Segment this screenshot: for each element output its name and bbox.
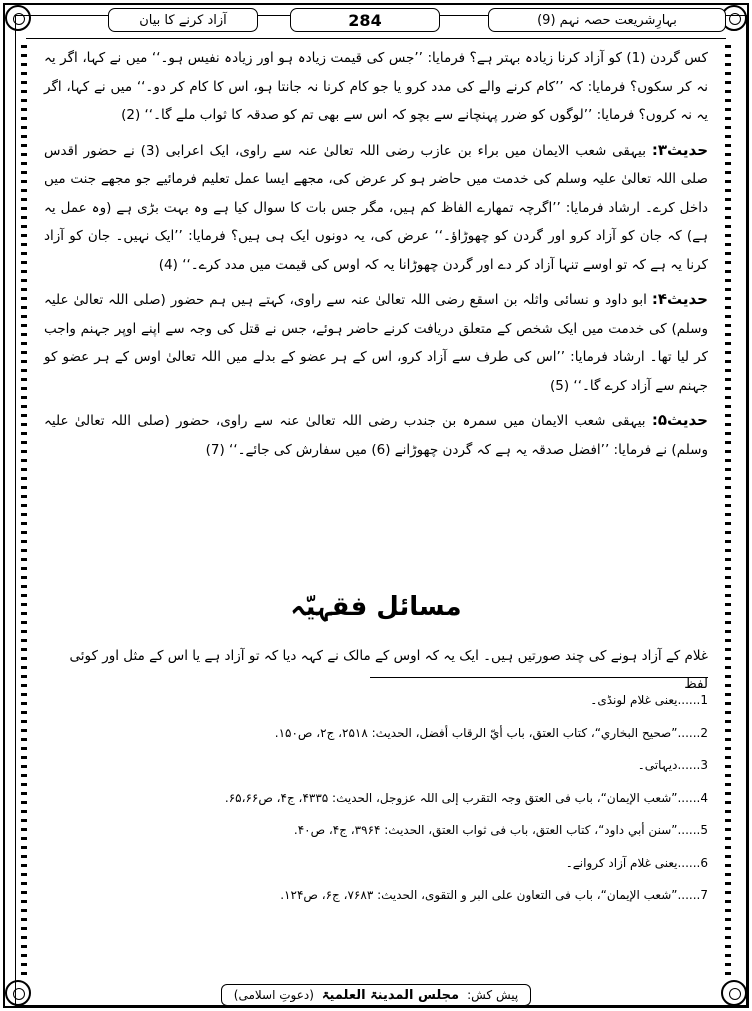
intro-text: غلام کے آزاد ہونے کی چند صورتیں ہیں۔ ایک یہ کہ اوس کے مالک نے کہہ دیا کہ تو آزاد ہے یا اس کے مثل اور کوئی لفظ xyxy=(69,648,708,692)
footnote-rule xyxy=(370,677,708,678)
side-ornament xyxy=(21,45,27,975)
side-ornament xyxy=(725,45,731,975)
hadith-4-text: ابو داود و نسائی واثلہ بن اسقع رضی اللہ تعالیٰ عنہ سے راوی، کہتے ہیں ہم حضور (صلی اللہ تعالیٰ علیہ وسلم) کی خدمت میں ایک شخص کے متعلق دریافت کرنے حاضر ہوئے، جس نے قتل کی وجہ سے اپنے اوپر جہنم واجب کر لیا تھا۔ ارشاد فرمایا: ’’اس کی طرف سے آزاد کرو، اس کے ہر عضو کے بدلے میں اللہ تعالیٰ اوس کے ہر عضو کو جہنم سے آزاد کرے گا۔‘‘ (5) xyxy=(44,292,708,394)
page-header xyxy=(26,8,726,32)
hadith-3-label: حدیث۳: xyxy=(651,140,709,159)
footer-note: (دعوتِ اسلامی) xyxy=(233,988,314,1002)
hadith-5-text: بیہقی شعب الایمان میں سمرہ بن جندب رضی اللہ تعالیٰ عنہ سے راوی، حضور (صلی اللہ تعالیٰ علیہ وسلم) نے فرمایا: ’’افضل صدقہ یہ ہے کہ گردن چھوڑانے (6) میں سفارش کی جائے۔‘‘ (7) xyxy=(44,413,708,458)
hadith-3 xyxy=(44,136,708,280)
hadith-3-text: بیہقی شعب الایمان میں براء بن عازب رضی اللہ تعالیٰ عنہ سے راوی، ایک اعرابی (3) نے حضور اقدس صلی اللہ تعالیٰ علیہ وسلم کی خدمت میں حاضر ہو کر عرض کی، مجھے ایسا عمل تعلیم فرمائیے جو مجھے جنت میں داخل کرے۔ ارشاد فرمایا: ’’اگرچہ تمھارے الفاظ کم ہیں، مگر جس بات کا سوال کیا ہے وہ بہت بڑی ہے (وہ عمل یہ ہے) کہ جان کو آزاد کرو اور گردن کو چھوڑاؤ۔‘‘ عرض کی، یہ دونوں ایک ہی ہیں؟ فرمایا: ’’ایک نہیں۔ جان کو آزاد کرنا یہ ہے کہ تو اوسے تنہا آزاد کر دے اور گردن چھوڑانا یہ کہ اوس کی قیمت میں مدد کرے۔‘‘ (4) xyxy=(44,142,708,273)
footnote-item: 5......”سنن أبي داود“، کتاب العتق، باب فی ثواب العتق، الحدیث: ۳۹۶۴، ج۴، ص۴۰. xyxy=(293,823,708,837)
header-rule xyxy=(26,38,726,39)
hadith-4-label: حدیث۴: xyxy=(651,290,708,308)
hadith-4 xyxy=(44,285,708,400)
main-text xyxy=(44,44,708,470)
hadith-5-label: حدیث۵: xyxy=(651,411,708,429)
footnote-item: 7......”شعب الإیمان“، باب فی التعاون علی البر و التقوی، الحدیث: ۷۶۸۳، ج۶، ص۱۲۴. xyxy=(280,888,708,902)
footer-box xyxy=(221,984,531,1006)
section-title: مسائل فقہیّہ xyxy=(290,592,462,622)
footer-prefix: پیش کش: xyxy=(467,988,519,1002)
footer-publisher: مجلس المدینۃ العلمیۃ xyxy=(321,987,460,1003)
footnote-item: 2......”صحیح البخاري“، کتاب العتق، باب أيّ الرقاب أفضل، الحدیث: ۲۵۱۸، ج۲، ص۱۵۰. xyxy=(274,725,708,740)
page-footer xyxy=(0,984,752,1006)
hadith-5 xyxy=(44,406,708,464)
paragraph-1: کس گردن (1) کو آزاد کرنا زیادہ بہتر ہے؟ فرمایا: ’’جس کی قیمت زیادہ ہو اور زیادہ نفیس ہو۔‘‘ میں نے کہا، اگر یہ نہ کر سکوں؟ فرمایا: کہ ’’کام کرنے والے کی مدد کرو یا جو کام کرنا نہ جانتا ہو، اس کا کام کر دو۔‘‘ میں نے کہا، اگر یہ نہ کروں؟ فرمایا: ’’لوگوں کو ضرر پہنچانے سے بچو کہ اس سے بھی تم کو صدقہ کا ثواب ملے گا۔‘‘ (2) xyxy=(44,50,708,123)
footnotes xyxy=(44,684,708,912)
chapter-title: آزاد کرنے کا بیان xyxy=(108,8,258,32)
footnote-item: 6......یعنی غلام آزاد کروانے۔ xyxy=(565,855,708,870)
footnote-item: 3......دیہاتی۔ xyxy=(637,758,708,772)
book-title: بہارِشریعت حصہ نہم (9) xyxy=(488,8,726,32)
footnote-item: 1......یعنی غلام لونڈی۔ xyxy=(590,693,708,707)
footnote-item: 4......”شعب الإیمان“، باب فی العتق وجہ التقرب إلی اللہ عزوجل، الحدیث: ۴۳۳۵، ج۴، ص۶۵،۶۶. xyxy=(224,790,708,805)
page-number: 284 xyxy=(290,8,440,32)
